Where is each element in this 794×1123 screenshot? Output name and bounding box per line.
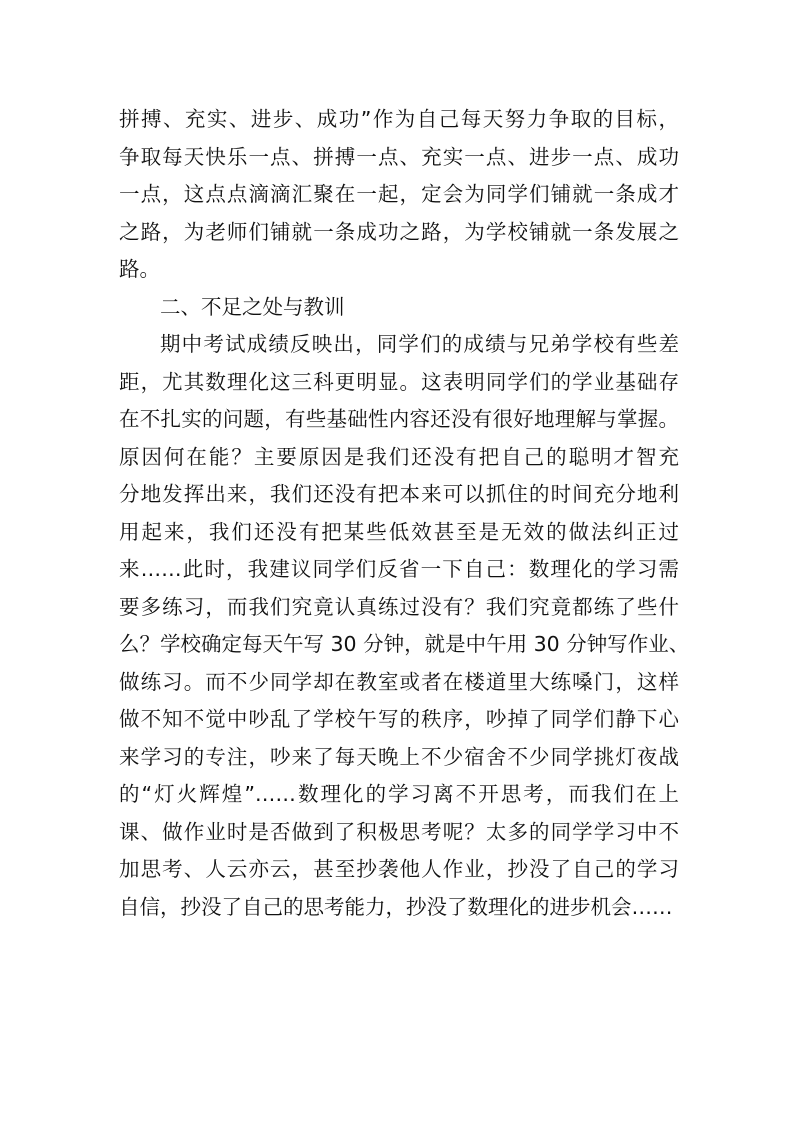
text-line: 做练习。而不少同学却在教室或者在楼道里大练嗓门，这样 bbox=[119, 669, 679, 694]
text-line: 么？学校确定每天午写 30 分钟，就是中午用 30 分钟写作业、 bbox=[119, 632, 690, 656]
text-line: 在不扎实的问题，有些基础性内容还没有很好地理解与掌握。 bbox=[119, 407, 679, 431]
section-heading: 二、不足之处与教训 bbox=[160, 294, 345, 319]
text-line: 自信，抄没了自己的思考能力，抄没了数理化的进步机会…… bbox=[119, 894, 673, 919]
text-line: 之路，为老师们铺就一条成功之路，为学校铺就一条发展之 bbox=[119, 219, 679, 244]
text-line: 用起来，我们还没有把某些低效甚至是无效的做法纠正过 bbox=[119, 519, 679, 544]
text-line: 期中考试成绩反映出，同学们的成绩与兄弟学校有些差 bbox=[160, 332, 679, 356]
text-line: 做不知不觉中吵乱了学校午写的秩序，吵掉了同学们静下心 bbox=[119, 707, 679, 731]
text-line: 路。 bbox=[119, 257, 160, 281]
text-line: 一点，这点点滴滴汇聚在一起，定会为同学们铺就一条成才 bbox=[119, 182, 679, 206]
text-line: 拼搏、充实、进步、成功”作为自己每天努力争取的目标， bbox=[119, 107, 679, 131]
text-line: 加思考、人云亦云，甚至抄袭他人作业，抄没了自己的学习 bbox=[119, 857, 679, 881]
text-line: 要多练习，而我们究竟认真练过没有？我们究竟都练了些什 bbox=[119, 594, 679, 619]
text-line: 争取每天快乐一点、拼搏一点、充实一点、进步一点、成功 bbox=[119, 144, 679, 169]
body-text bbox=[119, 101, 690, 926]
text-line: 来……此时，我建议同学们反省一下自己：数理化的学习需 bbox=[119, 557, 679, 581]
text-line: 课、做作业时是否做到了积极思考呢？太多的同学学习中不 bbox=[119, 819, 679, 844]
text-line: 原因何在能？主要原因是我们还没有把自己的聪明才智充 bbox=[119, 444, 679, 469]
text-line: 距，尤其数理化这三科更明显。这表明同学们的学业基础存 bbox=[119, 369, 679, 394]
text-line: 来学习的专注，吵来了每天晚上不少宿舍不少同学挑灯夜战 bbox=[119, 744, 679, 769]
text-line: 的“灯火辉煌”……数理化的学习离不开思考，而我们在上 bbox=[119, 782, 679, 806]
text-line: 分地发挥出来，我们还没有把本来可以抓住的时间充分地利 bbox=[119, 482, 679, 506]
